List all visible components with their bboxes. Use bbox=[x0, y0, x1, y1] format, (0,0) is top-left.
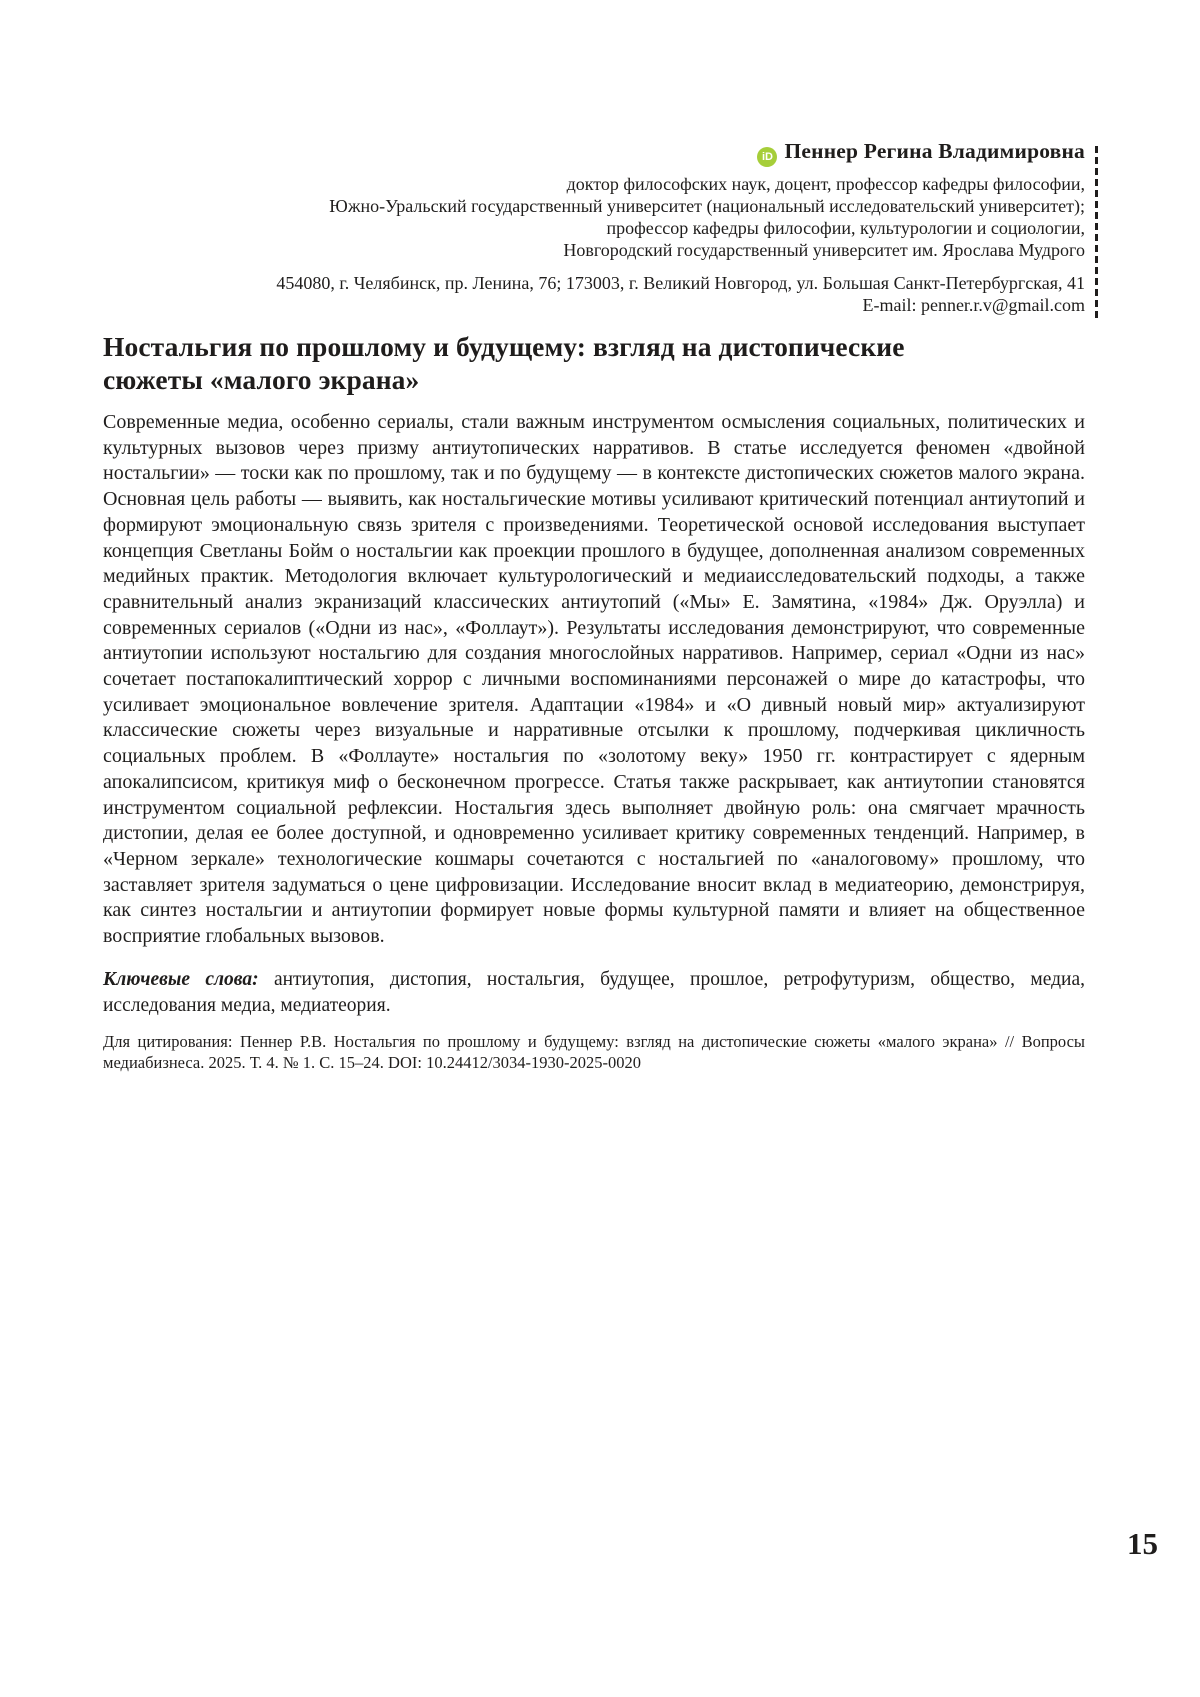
article-title-line: Ностальгия по прошлому и будущему: взгляд на дистопические bbox=[103, 331, 905, 362]
page-number: 15 bbox=[1127, 1526, 1158, 1561]
article-body bbox=[103, 330, 1085, 1073]
article-abstract: Современные медиа, особенно сериалы, стали важным инструментом осмысления социальных, политических и культурных вызовов через призму антиутопических нарративов. В статье исследуется феномен «двойной ностальгии» — тоски как по прошлому, так и по будущему — в контексте дистопических сюжетов малого экрана. Основная цель работы — выявить, как ностальгические мотивы усиливают критический потенциал антиутопий и формируют эмоциональную связь зрителя с произведениями. Теоретической основой исследования выступает концепция Светланы Бойм о ностальгии как проекции прошлого в будущее, дополненная анализом современных медийных практик. Методология включает культурологический и медиаисследовательский подходы, а также сравнительный анализ экранизаций классических антиутопий («Мы» Е. Замятина, «1984» Дж. Оруэлла) и современных сериалов («Одни из нас», «Фоллаут»). Результаты исследования демонстрируют, что современные антиутопии используют ностальгию для создания многослойных нарративов. Например, сериал «Одни из нас» сочетает постапокалиптический хоррор с личными воспоминаниями персонажей о мире до катастрофы, что усиливает эмоциональное вовлечение зрителя. Адаптации «1984» и «О дивный новый мир» актуализируют классические сюжеты через визуальные и нарративные отсылки к прошлому, подчеркивая цикличность социальных проблем. В «Фоллауте» ностальгия по «золотому веку» 1950 гг. контрастирует с ядерным апокалипсисом, критикуя миф о бесконечном прогрессе. Статья также раскрывает, как антиутопии становятся инструментом социальной рефлексии. Ностальгия здесь выполняет двойную роль: она смягчает мрачность дистопии, делая ее более доступной, и одновременно усиливает критику современных тенденций. Например, в «Черном зеркале» технологические кошмары сочетаются с ностальгией по «аналоговому» прошлому, что заставляет зрителя задуматься о цене цифровизации. Исследование вносит вклад в медиатеорию, демонстрируя, как синтез ностальгии и антиутопии формирует новые формы культурной памяти и влияет на общественное восприятие глобальных вызовов. bbox=[103, 411, 1085, 948]
author-contacts bbox=[276, 272, 1085, 316]
author-block bbox=[276, 138, 1085, 316]
dashed-divider bbox=[1095, 146, 1098, 322]
author-affiliation bbox=[276, 173, 1085, 261]
citation-label: Для цитирования: bbox=[103, 1031, 233, 1051]
keywords-block bbox=[103, 967, 1085, 1019]
orcid-icon[interactable]: iD bbox=[757, 147, 777, 167]
author-name-row bbox=[276, 138, 1085, 167]
citation-text: Пеннер Р.В. Ностальгия по прошлому и будущему: взгляд на дистопические сюжеты «малого экрана» // Вопросы медиабизнеса. 2025. Т. 4. № 1. С. 15–24. DOI: 10.24412/3034-1930-2025-0020 bbox=[103, 1031, 1085, 1072]
keywords-text: антиутопия, дистопия, ностальгия, будущее, прошлое, ретрофутуризм, общество, медиа, исследования медиа, медиатеория. bbox=[103, 968, 1086, 1016]
article-title bbox=[103, 330, 1085, 396]
author-email: E-mail: penner.r.v@gmail.com bbox=[862, 295, 1085, 315]
keywords-label: Ключевые слова: bbox=[103, 968, 259, 990]
affiliation-line: профессор кафедры философии, культурологии и социологии, bbox=[606, 218, 1085, 238]
author-name: Пеннер Регина Владимировна bbox=[784, 139, 1085, 163]
author-address: 454080, г. Челябинск, пр. Ленина, 76; 173003, г. Великий Новгород, ул. Большая Санкт-Петербургская, 41 bbox=[276, 273, 1085, 293]
affiliation-line: Южно-Уральский государственный университет (национальный исследовательский университет); bbox=[329, 196, 1085, 216]
affiliation-line: Новгородский государственный университет им. Ярослава Мудрого bbox=[563, 240, 1085, 260]
article-title-line: сюжеты «малого экрана» bbox=[103, 364, 420, 395]
affiliation-line: доктор философских наук, доцент, профессор кафедры философии, bbox=[566, 174, 1085, 194]
citation-block bbox=[103, 1031, 1085, 1073]
